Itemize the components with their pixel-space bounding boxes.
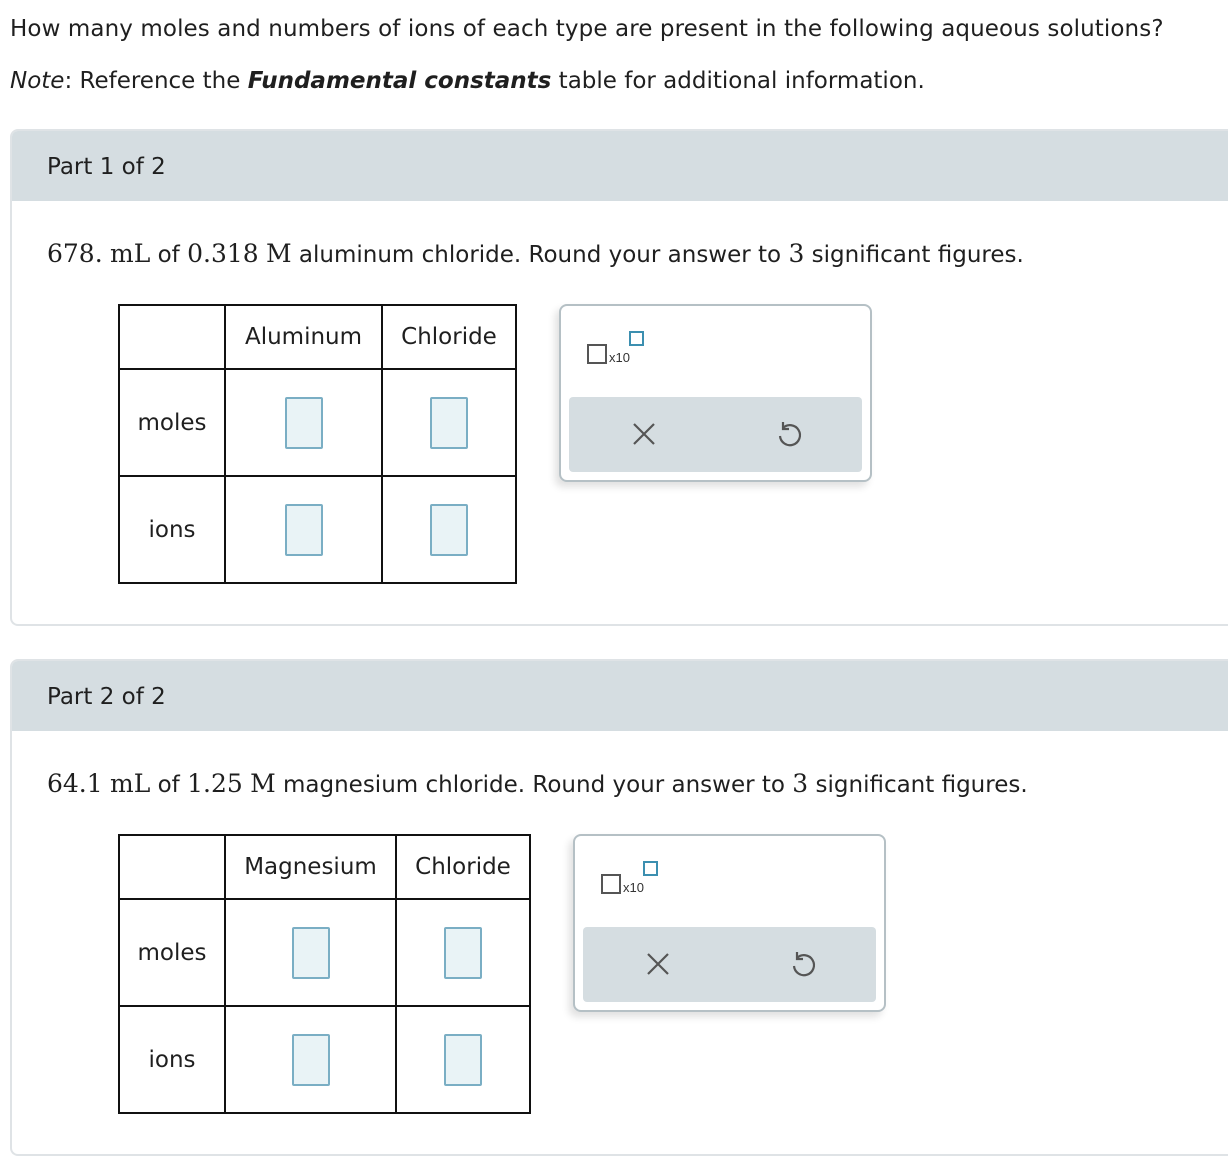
part-1-tool-palette	[559, 304, 872, 482]
row-header-ions: ions	[119, 476, 225, 583]
column-header-chloride: Chloride	[396, 835, 530, 899]
row-header-ions: ions	[119, 1006, 225, 1113]
part-1-answer-table	[118, 304, 517, 584]
table-corner	[119, 305, 225, 369]
note-label: Note	[10, 68, 65, 94]
row-header-moles: moles	[119, 899, 225, 1006]
aluminum-ions-input[interactable]	[285, 504, 323, 556]
part-1-panel	[10, 129, 1228, 626]
scientific-notation-button[interactable]	[601, 858, 665, 898]
magnesium-ions-input[interactable]	[292, 1034, 330, 1086]
mantissa-box-icon	[587, 344, 607, 364]
mantissa-box-icon	[601, 874, 621, 894]
close-icon[interactable]	[629, 419, 659, 449]
chloride-moles-input[interactable]	[444, 927, 482, 979]
column-header-aluminum: Aluminum	[225, 305, 382, 369]
undo-icon[interactable]	[774, 419, 804, 449]
aluminum-moles-input[interactable]	[285, 397, 323, 449]
part-2-panel	[10, 659, 1228, 1156]
row-header-moles: moles	[119, 369, 225, 476]
part-1-prompt: 678. mL of 0.318 M aluminum chloride. Round your answer to 3 significant figures.	[47, 239, 1024, 268]
question-text: How many moles and numbers of ions of each type are present in the following aqueous solutions?	[10, 16, 1164, 42]
exponent-box-icon	[629, 331, 644, 346]
part-2-header: Part 2 of 2	[12, 661, 1228, 731]
close-icon[interactable]	[643, 949, 673, 979]
exponent-box-icon	[643, 861, 658, 876]
part-1-header: Part 1 of 2	[12, 131, 1228, 201]
scientific-notation-button[interactable]	[587, 328, 651, 368]
part-1-action-bar	[569, 397, 862, 472]
part-2-tool-palette	[573, 834, 886, 1012]
part-2-prompt: 64.1 mL of 1.25 M magnesium chloride. Round your answer to 3 significant figures.	[47, 769, 1028, 798]
part-2-answer-table	[118, 834, 531, 1114]
chloride-ions-input[interactable]	[430, 504, 468, 556]
column-header-chloride: Chloride	[382, 305, 516, 369]
chloride-moles-input[interactable]	[430, 397, 468, 449]
magnesium-moles-input[interactable]	[292, 927, 330, 979]
part-2-action-bar	[583, 927, 876, 1002]
note-prefix: : Reference the	[64, 68, 248, 94]
undo-icon[interactable]	[788, 949, 818, 979]
x10-label: x10	[623, 880, 644, 895]
note-suffix: table for additional information.	[551, 68, 925, 94]
note-text	[10, 68, 925, 94]
x10-label: x10	[609, 350, 630, 365]
column-header-magnesium: Magnesium	[225, 835, 396, 899]
table-corner	[119, 835, 225, 899]
chloride-ions-input[interactable]	[444, 1034, 482, 1086]
fundamental-constants-link[interactable]: Fundamental constants	[247, 68, 552, 94]
